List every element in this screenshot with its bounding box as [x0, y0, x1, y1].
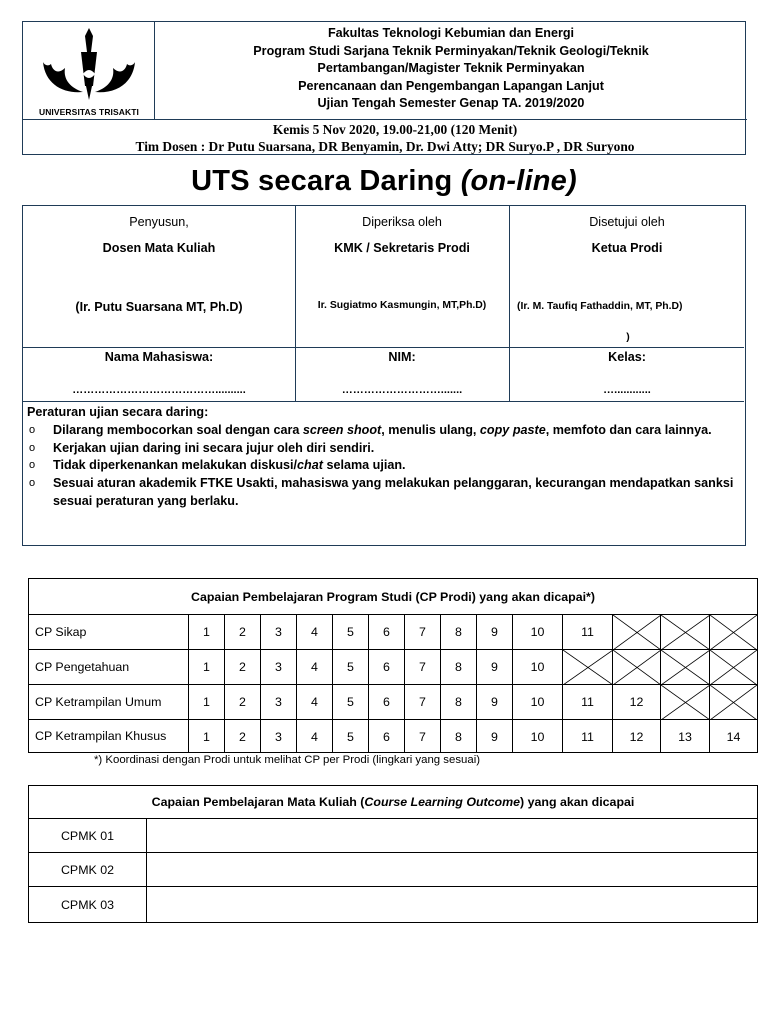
approver-role: Disetujui oleh — [589, 215, 665, 229]
nim-field[interactable]: ………………………....... — [341, 384, 463, 396]
cp-number-cell[interactable]: 2 — [225, 720, 261, 753]
title-italic: (on-line) — [460, 165, 577, 197]
compiler-title: Dosen Mata Kuliah — [102, 241, 216, 255]
student-name-label: Nama Mahasiswa: — [104, 350, 214, 364]
university-logo-cell — [23, 22, 155, 120]
cp-number-cell[interactable]: 10 — [513, 720, 563, 753]
cp-number-cell[interactable]: 13 — [661, 720, 710, 753]
cp-number-cell[interactable]: 11 — [563, 720, 613, 753]
rule-text: Kerjakan ujian daring ini secara jujur oleh diri sendiri. — [53, 440, 375, 455]
rules-list — [27, 422, 739, 511]
cp-crossed-cell — [710, 615, 757, 650]
exam-rules — [27, 404, 739, 511]
course-line: Perencanaan dan Pengembangan Lapangan Lanjut — [298, 78, 604, 93]
cp-number-cell[interactable]: 9 — [477, 685, 513, 720]
cp-number-cell[interactable]: 7 — [405, 720, 441, 753]
cpmk-label: CPMK 02 — [29, 853, 147, 887]
exam-header — [22, 21, 746, 155]
cp-number-cell[interactable]: 7 — [405, 685, 441, 720]
bullet-icon: o — [29, 459, 36, 472]
cp-number-cell[interactable]: 14 — [726, 729, 741, 744]
cp-number-cell[interactable]: 1 — [189, 720, 225, 753]
cp-number-cell[interactable]: 4 — [297, 615, 333, 650]
cp-number-cell[interactable]: 10 — [513, 615, 563, 650]
rule-text: copy paste — [479, 422, 546, 437]
cp-row-label: CP Ketrampilan Umum — [29, 685, 189, 720]
faculty-line: Fakultas Teknologi Kebumian dan Energi — [327, 26, 575, 40]
cp-number-cell[interactable]: 12 — [613, 720, 661, 753]
cp-number-cell[interactable]: 2 — [225, 650, 261, 685]
cp-crossed-cell — [661, 615, 710, 650]
cp-crossed-cell — [661, 685, 710, 720]
approver-name: (Ir. M. Taufiq Fathaddin, MT, Ph.D) — [517, 301, 683, 312]
cp-number-cell[interactable]: 8 — [441, 685, 477, 720]
cp-crossed-cell — [613, 650, 661, 685]
cpmk-value-field[interactable] — [147, 887, 757, 922]
cp-number-cell[interactable]: 2 — [225, 685, 261, 720]
rule-item — [27, 457, 739, 475]
cpmk-heading-pre: Capaian Pembelajaran Mata Kuliah ( — [151, 795, 365, 809]
bullet-icon: o — [29, 423, 36, 436]
bullet-icon: o — [29, 477, 36, 490]
cp-crossed-cell — [563, 650, 613, 685]
rule-text: Tidak diperkenankan melakukan diskusi/ — [53, 458, 298, 473]
page-title — [0, 165, 768, 198]
exam-line: Ujian Tengah Semester Genap TA. 2019/2020 — [317, 96, 585, 111]
approval-table — [22, 205, 746, 546]
rule-item — [27, 475, 739, 511]
cp-crossed-cell — [661, 650, 710, 685]
cp-prodi-table — [28, 578, 758, 753]
cp-row-label: CP Ketrampilan Khusus — [29, 720, 189, 753]
cp-number-cell[interactable]: 6 — [369, 615, 405, 650]
cp-number-cell[interactable]: 6 — [369, 650, 405, 685]
cp-number-cell[interactable]: 10 — [513, 650, 563, 685]
compiler-role: Penyusun, — [129, 215, 189, 229]
cp-crossed-cell — [710, 685, 757, 720]
rule-text: chat — [297, 458, 323, 473]
title-main: UTS secara Daring — [191, 165, 461, 197]
cp-number-cell[interactable]: 4 — [297, 685, 333, 720]
cp-crossed-cell — [613, 615, 661, 650]
cp-prodi-heading: Capaian Pembelajaran Program Studi (CP Prodi) yang akan dicapai*) — [29, 579, 757, 615]
cp-number-cell[interactable]: 5 — [333, 720, 369, 753]
cp-crossed-cell — [710, 650, 757, 685]
cp-number-cell[interactable]: 8 — [441, 720, 477, 753]
cpmk-heading — [29, 786, 757, 819]
cp-number-cell[interactable]: 3 — [261, 650, 297, 685]
cp-number-cell[interactable]: 11 — [563, 615, 613, 650]
rule-text: , memfoto dan cara lainnya. — [545, 422, 712, 437]
cp-number-cell[interactable]: 9 — [477, 615, 513, 650]
institution-block — [155, 22, 747, 120]
cp-number-cell[interactable]: 7 — [405, 650, 441, 685]
cp-number-cell[interactable]: 5 — [333, 615, 369, 650]
approver-close-paren: ) — [626, 332, 630, 343]
cp-number-cell[interactable]: 8 — [441, 615, 477, 650]
cp-number-cell[interactable]: 1 — [189, 685, 225, 720]
cp-number-cell[interactable]: 4 — [297, 650, 333, 685]
cp-number-cell[interactable]: 2 — [225, 615, 261, 650]
rules-heading: Peraturan ujian secara daring: — [27, 405, 209, 419]
program-line: Program Studi Sarjana Teknik Perminyakan/Teknik Geologi/Teknik — [253, 43, 649, 58]
lecturer-team: Tim Dosen : Dr Putu Suarsana, DR Benyamin, Dr. Dwi Atty; DR Suryo.P , DR Suryono — [135, 138, 635, 154]
cp-row-label: CP Sikap — [29, 615, 189, 650]
cp-row-label: CP Pengetahuan — [29, 650, 189, 685]
university-logo-icon — [23, 22, 155, 108]
checker-role: Diperiksa oleh — [362, 215, 442, 229]
cp-number-cell[interactable]: 9 — [477, 720, 513, 753]
cp-number-cell[interactable]: 3 — [261, 615, 297, 650]
cp-number-cell[interactable]: 8 — [441, 650, 477, 685]
program-line-2: Pertambangan/Magister Teknik Perminyakan — [317, 61, 585, 76]
cpmk-value-field[interactable] — [147, 819, 757, 853]
rule-text: screen shoot — [302, 422, 382, 437]
cp-number-cell[interactable]: 9 — [477, 650, 513, 685]
cp-number-cell[interactable]: 3 — [261, 720, 297, 753]
exam-date: Kemis 5 Nov 2020, 19.00-21,00 (120 Menit) — [272, 122, 518, 137]
cpmk-label: CPMK 01 — [29, 819, 147, 853]
rule-item — [27, 440, 739, 458]
cp-number-cell[interactable]: 11 — [563, 685, 613, 720]
cpmk-heading-post: ) yang akan dicapai — [520, 795, 635, 809]
rule-text: Dilarang membocorkan soal dengan cara — [53, 422, 303, 437]
rule-text: , menulis ulang, — [381, 422, 480, 437]
exam-meta — [23, 120, 747, 156]
student-name-field[interactable]: ………………………………….......... — [72, 384, 246, 396]
checker-title: KMK / Sekretaris Prodi — [334, 241, 470, 255]
cp-number-cell[interactable]: 6 — [369, 685, 405, 720]
cp-number-cell[interactable]: 3 — [261, 685, 297, 720]
cpmk-label: CPMK 03 — [29, 887, 147, 922]
cpmk-value-field[interactable] — [147, 853, 757, 887]
nim-label: NIM: — [388, 350, 416, 364]
class-field[interactable]: …............ — [603, 384, 651, 396]
bullet-icon: o — [29, 441, 36, 454]
rule-item — [27, 422, 739, 440]
cp-number-cell[interactable]: 5 — [333, 685, 369, 720]
class-label: Kelas: — [608, 350, 646, 364]
checker-name: Ir. Sugiatmo Kasmungin, MT,Ph.D) — [317, 300, 487, 311]
cpmk-heading-italic: Course Learning Outcome — [364, 795, 521, 809]
cp-number-cell[interactable]: 12 — [613, 685, 661, 720]
cp-number-cell[interactable]: 1 — [189, 650, 225, 685]
cp-prodi-note: *) Koordinasi dengan Prodi untuk melihat CP per Prodi (lingkari yang sesuai) — [94, 754, 481, 766]
cp-number-cell[interactable]: 4 — [297, 720, 333, 753]
rule-text: selama ujian. — [322, 458, 406, 473]
logo-text: UNIVERSITAS TRISAKTI — [38, 107, 140, 117]
rule-text: Sesuai aturan akademik FTKE Usakti, mahasiswa yang melakukan pelanggaran, kecurangan mendapatkan sanksi sesuai peraturan yang berlaku. — [53, 476, 734, 508]
cp-number-cell[interactable]: 1 — [189, 615, 225, 650]
cp-number-cell[interactable]: 6 — [369, 720, 405, 753]
cp-number-cell[interactable]: 5 — [333, 650, 369, 685]
approver-title: Ketua Prodi — [591, 241, 663, 255]
cp-number-cell[interactable]: 7 — [405, 615, 441, 650]
cpmk-table — [28, 785, 758, 923]
compiler-name: (Ir. Putu Suarsana MT, Ph.D) — [75, 300, 243, 314]
cp-number-cell[interactable]: 10 — [513, 685, 563, 720]
